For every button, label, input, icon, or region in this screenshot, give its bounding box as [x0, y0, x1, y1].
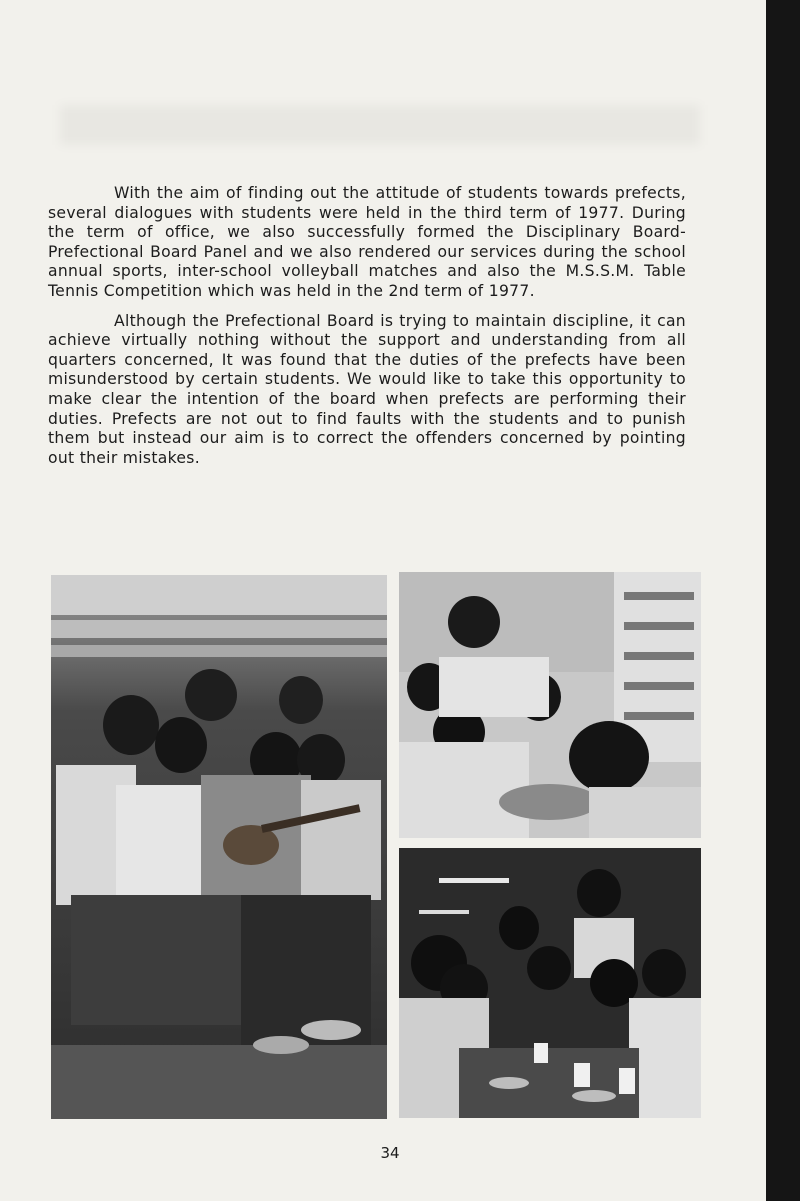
show-through-heading — [60, 105, 700, 145]
photo-students-table — [399, 572, 701, 838]
paragraph-2: Although the Prefectional Board is trying to maintain discipline, it can achieve virtually nothing without the support and understanding from all quarters concerned, It was found that the duties of the prefects have been misunderstood by certain students. We would like to take this opportunity to make clear the intention of the board when prefects are performing their duties. Prefects are not out to find faults with the students and to punish them but instead our aim is to correct the offenders concerned by pointing out their mistakes. — [48, 311, 686, 467]
body-text — [48, 184, 686, 478]
photo-students-party — [399, 848, 701, 1118]
photo-students-guitar — [51, 575, 387, 1119]
paragraph-1: With the aim of finding out the attitude of students towards prefects, several dialogues with students were held in the third term of 1977. During the term of office, we also successfully formed the Disciplinary Board- Prefectional Board Panel and we also rendered our services during the school annual sports, inter-school volleyball matches and also the M.S.S.M. Table Tennis Competition which was held in the 2nd term of 1977. — [48, 184, 686, 300]
page-number: 34 — [380, 1144, 400, 1162]
binding-edge — [766, 0, 800, 1201]
